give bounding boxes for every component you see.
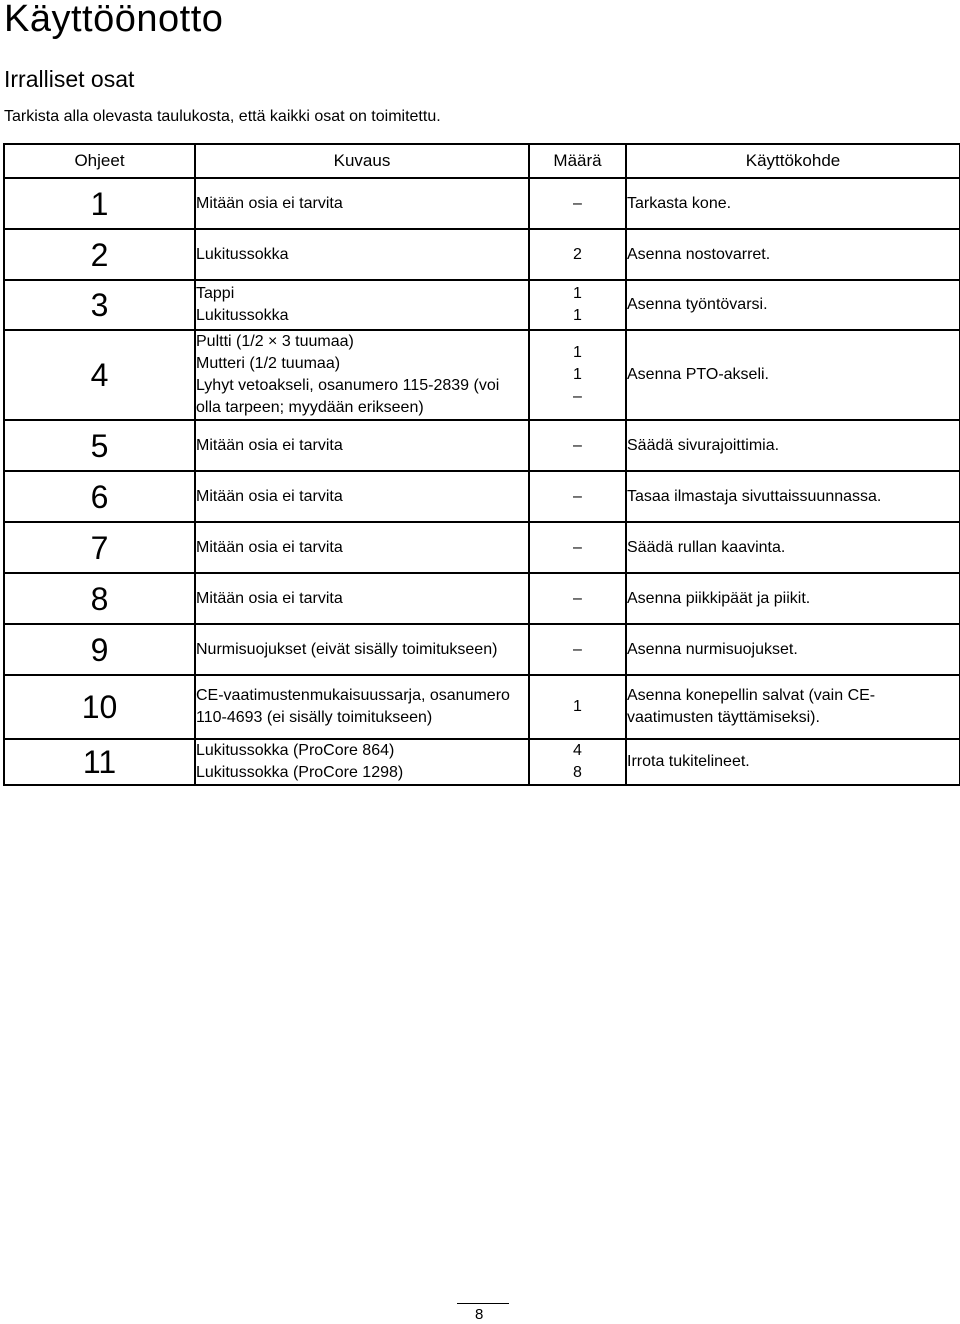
step-number: 10 bbox=[4, 675, 195, 739]
quantity-value: – bbox=[573, 589, 582, 607]
use-text: Tasaa ilmastaja sivuttaissuunnassa. bbox=[627, 487, 882, 505]
use-text: Säädä sivurajoittimia. bbox=[627, 436, 780, 454]
quantity-value: 4 bbox=[573, 742, 582, 759]
use-text: Säädä rullan kaavinta. bbox=[627, 538, 786, 556]
description-line: Lukitussokka bbox=[196, 245, 289, 263]
quantity-cell bbox=[529, 330, 626, 420]
description-cell bbox=[195, 573, 529, 624]
description-line: Tappi bbox=[196, 285, 235, 302]
use-text: Asenna PTO-akseli. bbox=[627, 366, 769, 383]
step-number: 6 bbox=[4, 471, 195, 522]
description-line: Mutteri (1/2 tuumaa) bbox=[196, 355, 341, 372]
use-cell bbox=[626, 573, 960, 624]
description-line: Mitään osia ei tarvita bbox=[196, 487, 343, 505]
step-number: 8 bbox=[4, 573, 195, 624]
step-number: 1 bbox=[4, 178, 195, 229]
page-title: Käyttöönotto bbox=[4, 0, 224, 40]
description-cell bbox=[195, 229, 529, 280]
page-number: 8 bbox=[475, 1306, 484, 1323]
table-row bbox=[4, 330, 960, 420]
quantity-cell bbox=[529, 420, 626, 471]
description-line: Lyhyt vetoakseli, osanumero 115-2839 (voi olla tarpeen; myydään erikseen) bbox=[196, 377, 500, 416]
step-number: 5 bbox=[4, 420, 195, 471]
quantity-cell bbox=[529, 229, 626, 280]
quantity-cell bbox=[529, 675, 626, 739]
description-line: Lukitussokka bbox=[196, 307, 289, 324]
header-quantity: Määrä bbox=[529, 144, 626, 178]
step-number: 11 bbox=[4, 739, 195, 785]
quantity-value: 2 bbox=[573, 245, 582, 263]
table-row bbox=[4, 229, 960, 280]
table-row bbox=[4, 522, 960, 573]
use-cell bbox=[626, 675, 960, 739]
table-row bbox=[4, 280, 960, 330]
quantity-value: 1 bbox=[573, 307, 582, 324]
quantity-cell bbox=[529, 573, 626, 624]
description-cell bbox=[195, 624, 529, 675]
step-number: 9 bbox=[4, 624, 195, 675]
description-line: Mitään osia ei tarvita bbox=[196, 436, 343, 454]
quantity-cell bbox=[529, 522, 626, 573]
description-cell bbox=[195, 675, 529, 739]
description-cell bbox=[195, 471, 529, 522]
description-line: Mitään osia ei tarvita bbox=[196, 538, 343, 556]
header-use: Käyttökohde bbox=[626, 144, 960, 178]
use-cell bbox=[626, 229, 960, 280]
description-line: Mitään osia ei tarvita bbox=[196, 194, 343, 212]
use-cell bbox=[626, 420, 960, 471]
description-line: Mitään osia ei tarvita bbox=[196, 589, 343, 607]
table-row bbox=[4, 420, 960, 471]
table-row bbox=[4, 471, 960, 522]
quantity-value: – bbox=[573, 538, 582, 556]
description-line: CE-vaatimustenmukaisuussarja, osanumero 110-4693 (ei sisälly toimitukseen) bbox=[196, 687, 510, 726]
intro-text: Tarkista alla olevasta taulukosta, että kaikki osat on toimitettu. bbox=[4, 108, 441, 125]
description-line: Pultti (1/2 × 3 tuumaa) bbox=[196, 333, 354, 350]
use-text: Asenna konepellin salvat (vain CE-vaatimusten täyttämiseksi). bbox=[627, 687, 876, 726]
description-line: Lukitussokka (ProCore 864) bbox=[196, 742, 395, 759]
quantity-cell bbox=[529, 624, 626, 675]
step-number: 7 bbox=[4, 522, 195, 573]
quantity-value: – bbox=[573, 194, 582, 212]
quantity-value: 1 bbox=[573, 344, 582, 361]
quantity-value: – bbox=[573, 487, 582, 505]
use-text: Asenna työntövarsi. bbox=[627, 296, 768, 313]
description-cell bbox=[195, 522, 529, 573]
description-cell bbox=[195, 330, 529, 420]
quantity-value: 8 bbox=[573, 764, 582, 781]
table-row bbox=[4, 739, 960, 785]
step-number: 3 bbox=[4, 280, 195, 330]
use-cell bbox=[626, 280, 960, 330]
quantity-value: 1 bbox=[573, 698, 582, 715]
use-cell bbox=[626, 739, 960, 785]
use-text: Irrota tukitelineet. bbox=[627, 753, 750, 770]
table-body bbox=[4, 178, 960, 785]
use-text: Asenna nurmisuojukset. bbox=[627, 640, 798, 658]
quantity-value: – bbox=[573, 640, 582, 658]
table-row bbox=[4, 178, 960, 229]
description-line: Lukitussokka (ProCore 1298) bbox=[196, 764, 404, 781]
table-row bbox=[4, 675, 960, 739]
table-row bbox=[4, 624, 960, 675]
description-line: Nurmisuojukset (eivät sisälly toimitukseen) bbox=[196, 640, 498, 658]
table-header-row bbox=[4, 144, 960, 178]
description-cell bbox=[195, 739, 529, 785]
description-cell bbox=[195, 280, 529, 330]
header-description: Kuvaus bbox=[195, 144, 529, 178]
footer-rule bbox=[457, 1303, 509, 1304]
quantity-value: – bbox=[573, 436, 582, 454]
step-number: 4 bbox=[4, 330, 195, 420]
quantity-cell bbox=[529, 280, 626, 330]
use-cell bbox=[626, 471, 960, 522]
quantity-value: – bbox=[573, 388, 582, 405]
quantity-value: 1 bbox=[573, 366, 582, 383]
use-text: Tarkasta kone. bbox=[627, 194, 732, 212]
header-instructions: Ohjeet bbox=[4, 144, 195, 178]
loose-parts-table bbox=[3, 143, 960, 786]
quantity-cell bbox=[529, 739, 626, 785]
use-cell bbox=[626, 522, 960, 573]
table-row bbox=[4, 573, 960, 624]
quantity-cell bbox=[529, 471, 626, 522]
section-title: Irralliset osat bbox=[4, 66, 135, 92]
use-cell bbox=[626, 624, 960, 675]
quantity-value: 1 bbox=[573, 285, 582, 302]
use-text: Asenna nostovarret. bbox=[627, 245, 771, 263]
use-cell bbox=[626, 330, 960, 420]
use-cell bbox=[626, 178, 960, 229]
description-cell bbox=[195, 420, 529, 471]
description-cell bbox=[195, 178, 529, 229]
quantity-cell bbox=[529, 178, 626, 229]
use-text: Asenna piikkipäät ja piikit. bbox=[627, 589, 811, 607]
step-number: 2 bbox=[4, 229, 195, 280]
